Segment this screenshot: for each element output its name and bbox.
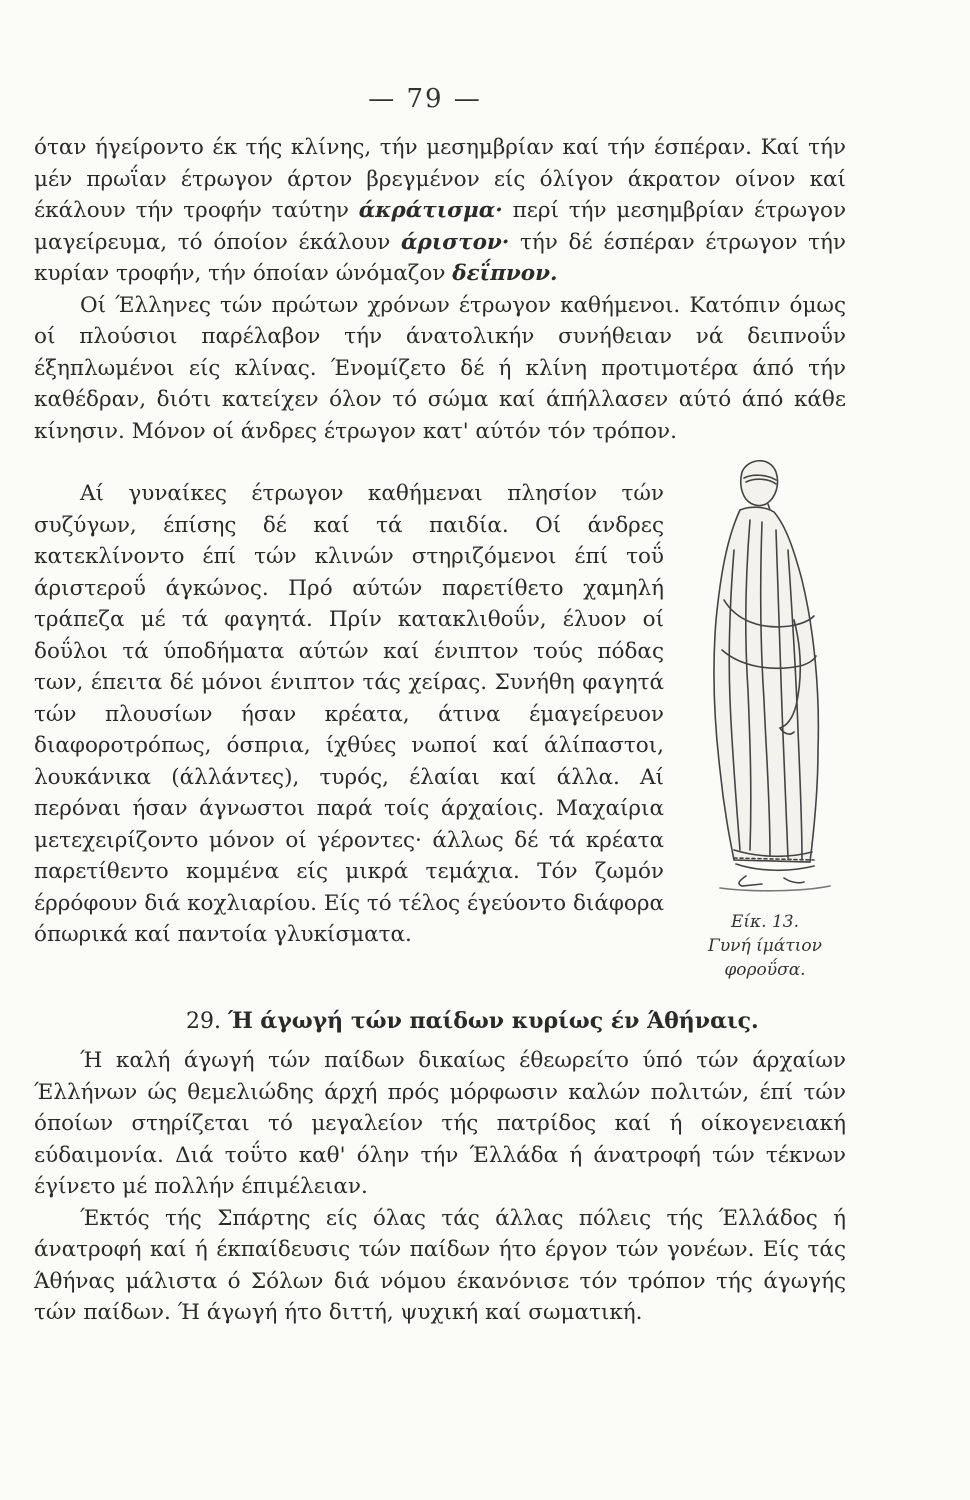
paragraph-solon: Έκτός τής Σπάρτης είς όλας τάς άλλας πόλεις τής Έλλάδος ή άνατροφή καί ή έκπαίδευσις τών παίδων ήτο έργον τών γονέων. Είς τάς Άθήνας μάλιστα ό Σόλων διά νόμου έκανόνισε τόν τρόπον τής άγωγής τών παίδων. Ή άγωγή ήτο διττή, ψυχική καί σωματική. — [34, 1205, 846, 1325]
text-block-women — [34, 478, 664, 951]
paragraph-meals-part1: όταν ήγείροντο έκ τής κλίνης, τήν μεσημβρίαν καί τήν έσπέραν. Καί τήν μέν πρωΐαν έτρωγον άρτον βρεγμένον είς όλίγον άκρατον οίνον καί έκάλουν τήν τροφήν ταύτην — [34, 135, 846, 223]
figure — [690, 450, 860, 910]
draped-woman-illustration — [690, 450, 860, 910]
caption-line-3: φοροΰσα. — [724, 960, 806, 980]
term-deipnon: δεΐπνον. — [452, 261, 558, 286]
paragraph-dining-custom: Οί Έλληνες τών πρώτων χρόνων έτρωγον καθήμενοι. Κατόπιν όμως οί πλούσιοι παρέλαβον τήν άνατολικήν συνήθειαν νά δειπνοΰν έξηπλωμένοι είς κλίνας. Ένομίζετο δέ ή κλίνη προτιμοτέρα άπό τήν καθέδραν, διότι κατείχεν όλον τό σώμα καί άπήλλασεν αύτό άπό κάθε κίνησιν. Μόνον οί άνδρες έτρωγον κατ' αύτόν τόν τρόπον. — [34, 292, 846, 444]
paragraph-education: Ή καλή άγωγή τών παίδων δικαίως έθεωρείτο ύπό τών άρχαίων Έλλήνων ώς θεμελιώδης άρχή πρός μόρφωσιν καλών πολιτών, έπί τών όποίων στηρίζεται τό μεγαλείον τής πατρίδος καί ή οίκογενειακή εύδαιμονία. Διά τοΰτο καθ' όλην τήν Έλλάδα ή άνατροφή τών τέκνων έγίνετο μέ πολλήν έπιμέλειαν. — [34, 1048, 846, 1199]
page-number: — 79 — — [368, 84, 482, 114]
paragraph-women-meals: Αί γυναίκες έτρωγον καθήμεναι πλησίον τών συζύγων, έπίσης δέ καί τά παιδία. Οί άνδρες κατεκλίνοντο έπί τών κλινών στηριζόμενοι έπί τοΰ άριστεροΰ άγκώνος. Πρό αύτών παρετίθετο χαμηλή τράπεζα μέ τά φαγητά. Πρίν κατακλιθοΰν, έλυον οί δοΰλοι τά ύποδήματα αύτών καί ένιπτον τούς πόδας των, έπειτα δέ μόνοι ένιπτον τάς χείρας. Συνήθη φαγητά τών πλουσίων ήσαν κρέατα, άτινα έμαγείρευον διαφοροτρόπως, όσπρια, ίχθύες νωποί καί άλίπαστοι, λουκάνικα (άλλάντες), τυρός, έλαίαι καί άλλα. Αί περόναι ήσαν άγνωστοι παρά τοίς άρχαίοις. Μαχαίρια μετεχειρίζοντο μόνον οί γέροντες· άλλως δέ τά κρέατα παρετίθεντο κομμένα είς μικρά τεμάχια. Τόν ζωμόν έρρόφουν διά κοχλιαρίου. Είς τό τέλος έγεύοντο διάφορα όπωρικά καί παντοία γλυκίσματα. — [34, 481, 664, 947]
paragraph-meals — [34, 132, 846, 290]
section-title: Ή άγωγή τών παίδων κυρίως έν Άθήναις. — [228, 1008, 759, 1034]
section-number: 29. — [186, 1009, 221, 1034]
paragraph-meals-part2: περί τήν μεσημβρίαν έτρωγον μαγείρευμα, τό όποίον έκάλουν — [34, 198, 847, 255]
term-akratisma: άκράτισμα· — [358, 198, 503, 223]
caption-line-1: Είκ. 13. — [730, 912, 800, 932]
section-heading — [186, 1006, 806, 1037]
text-block-education — [34, 1045, 846, 1329]
term-ariston: άριστον· — [401, 229, 510, 255]
figure-caption — [680, 910, 850, 982]
caption-line-2: Γυνή ίμάτιον — [708, 936, 822, 956]
text-block-intro — [34, 132, 846, 447]
paragraph-meals-part3: τήν δέ έσπέραν έτρωγον τήν κυρίαν τροφήν, τήν όποίαν ώνόμαζον — [34, 229, 846, 286]
